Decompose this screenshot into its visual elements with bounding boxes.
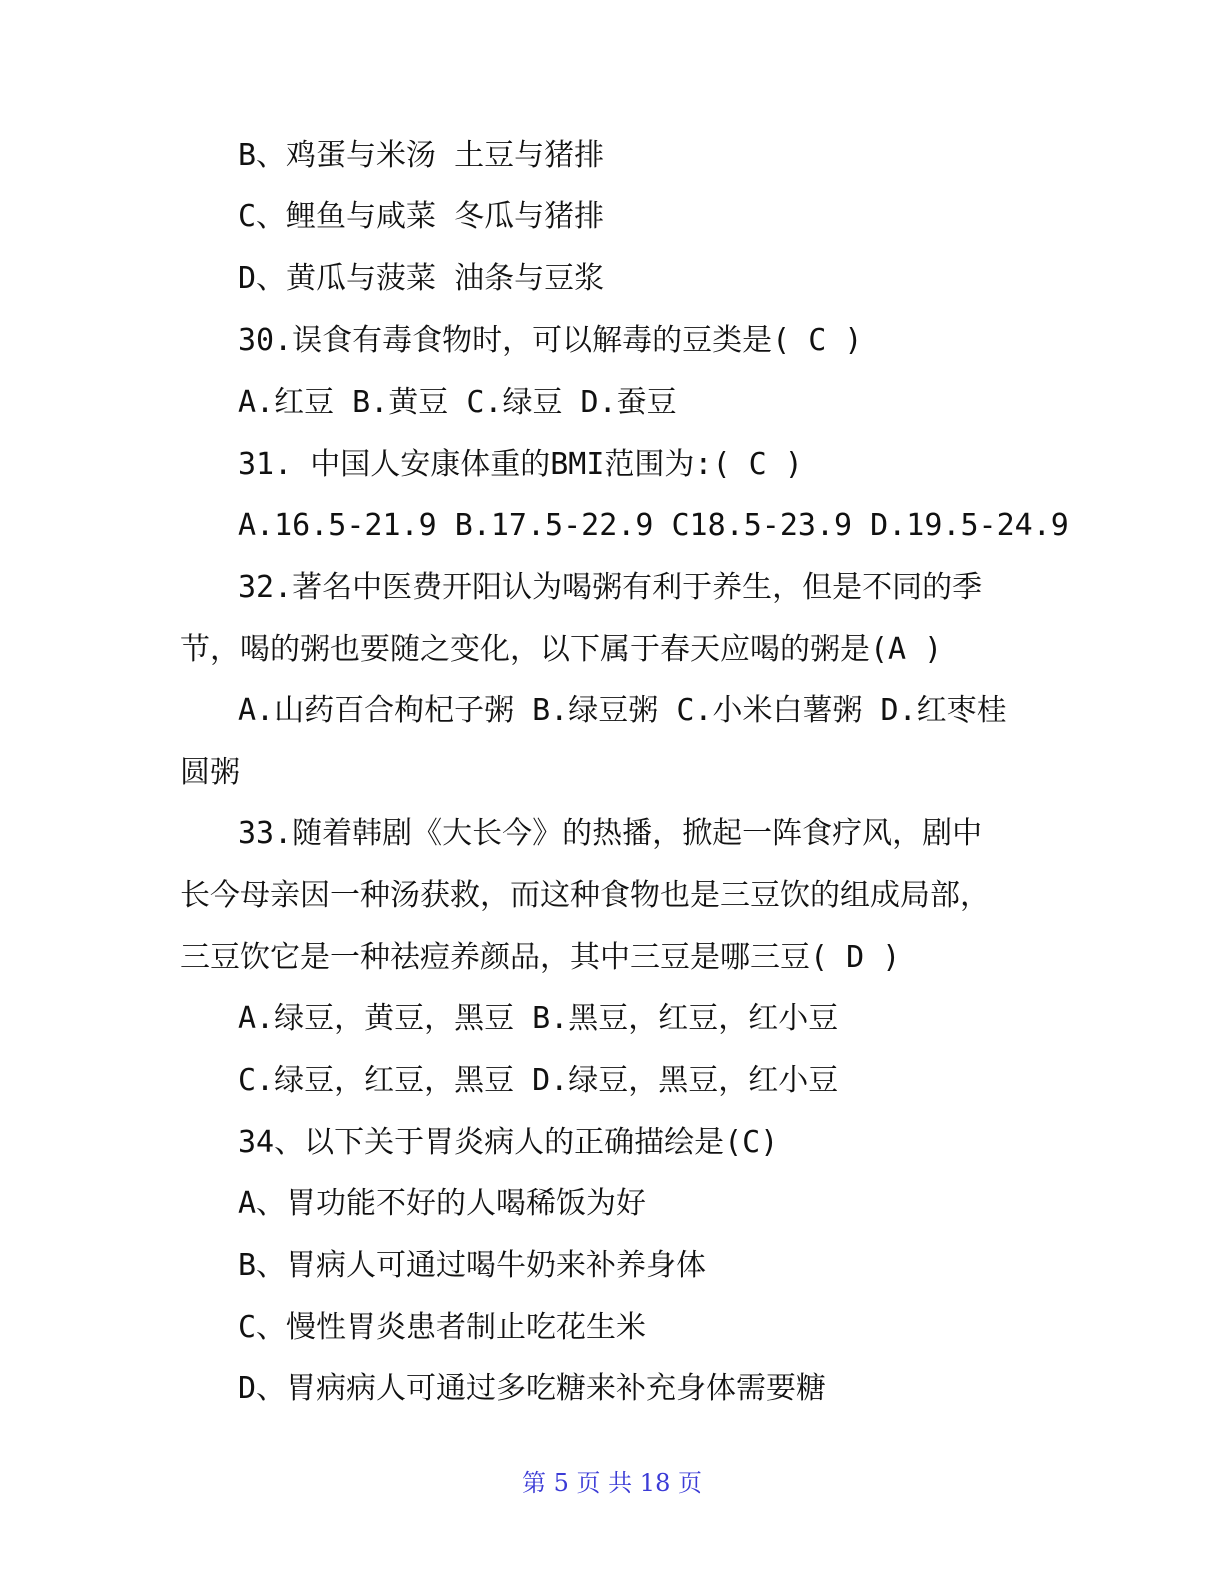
text-line: D、胃病病人可通过多吃糖来补充身体需要糖	[238, 1371, 827, 1406]
text-line: A、胃功能不好的人喝稀饭为好	[238, 1186, 647, 1221]
question-32: 32.著名中医费开阳认为喝粥有利于养生，但是不同的季	[238, 570, 983, 605]
text-line: 圆粥	[180, 755, 240, 790]
text-line: D、黄瓜与菠菜 油条与豆浆	[238, 261, 605, 296]
text-line: C.绿豆，红豆，黑豆 D.绿豆，黑豆，红小豆	[238, 1063, 839, 1098]
question-30: 30.误食有毒食物时，可以解毒的豆类是( C )	[238, 323, 863, 358]
question-34: 34、以下关于胃炎病人的正确描绘是(C)	[238, 1125, 779, 1160]
text-line: C、鲤鱼与咸菜 冬瓜与猪排	[238, 199, 605, 234]
text-line: 节，喝的粥也要随之变化，以下属于春天应喝的粥是(A )	[180, 632, 943, 667]
text-line: A.16.5-21.9 B.17.5-22.9 C18.5-23.9 D.19.5-24.9	[238, 508, 1069, 543]
text-line: A.山药百合枸杞子粥 B.绿豆粥 C.小米白薯粥 D.红枣桂	[238, 693, 1007, 728]
text-line: A.红豆 B.黄豆 C.绿豆 D.蚕豆	[238, 385, 677, 420]
question-31: 31. 中国人安康体重的BMI范围为:( C )	[238, 447, 803, 482]
text-line: 长今母亲因一种汤获救，而这种食物也是三豆饮的组成局部，	[180, 878, 990, 913]
text-line: A.绿豆，黄豆，黑豆 B.黑豆，红豆，红小豆	[238, 1001, 839, 1036]
text-line: 三豆饮它是一种祛痘养颜品，其中三豆是哪三豆( D )	[180, 940, 901, 975]
page-footer: 第 5 页 共 18 页	[522, 1469, 702, 1497]
question-33: 33.随着韩剧《大长今》的热播，掀起一阵食疗风，剧中	[238, 816, 983, 851]
text-line: C、慢性胃炎患者制止吃花生米	[238, 1310, 647, 1345]
text-line: B、鸡蛋与米汤 土豆与猪排	[238, 138, 605, 173]
text-line: B、胃病人可通过喝牛奶来补养身体	[238, 1248, 707, 1283]
